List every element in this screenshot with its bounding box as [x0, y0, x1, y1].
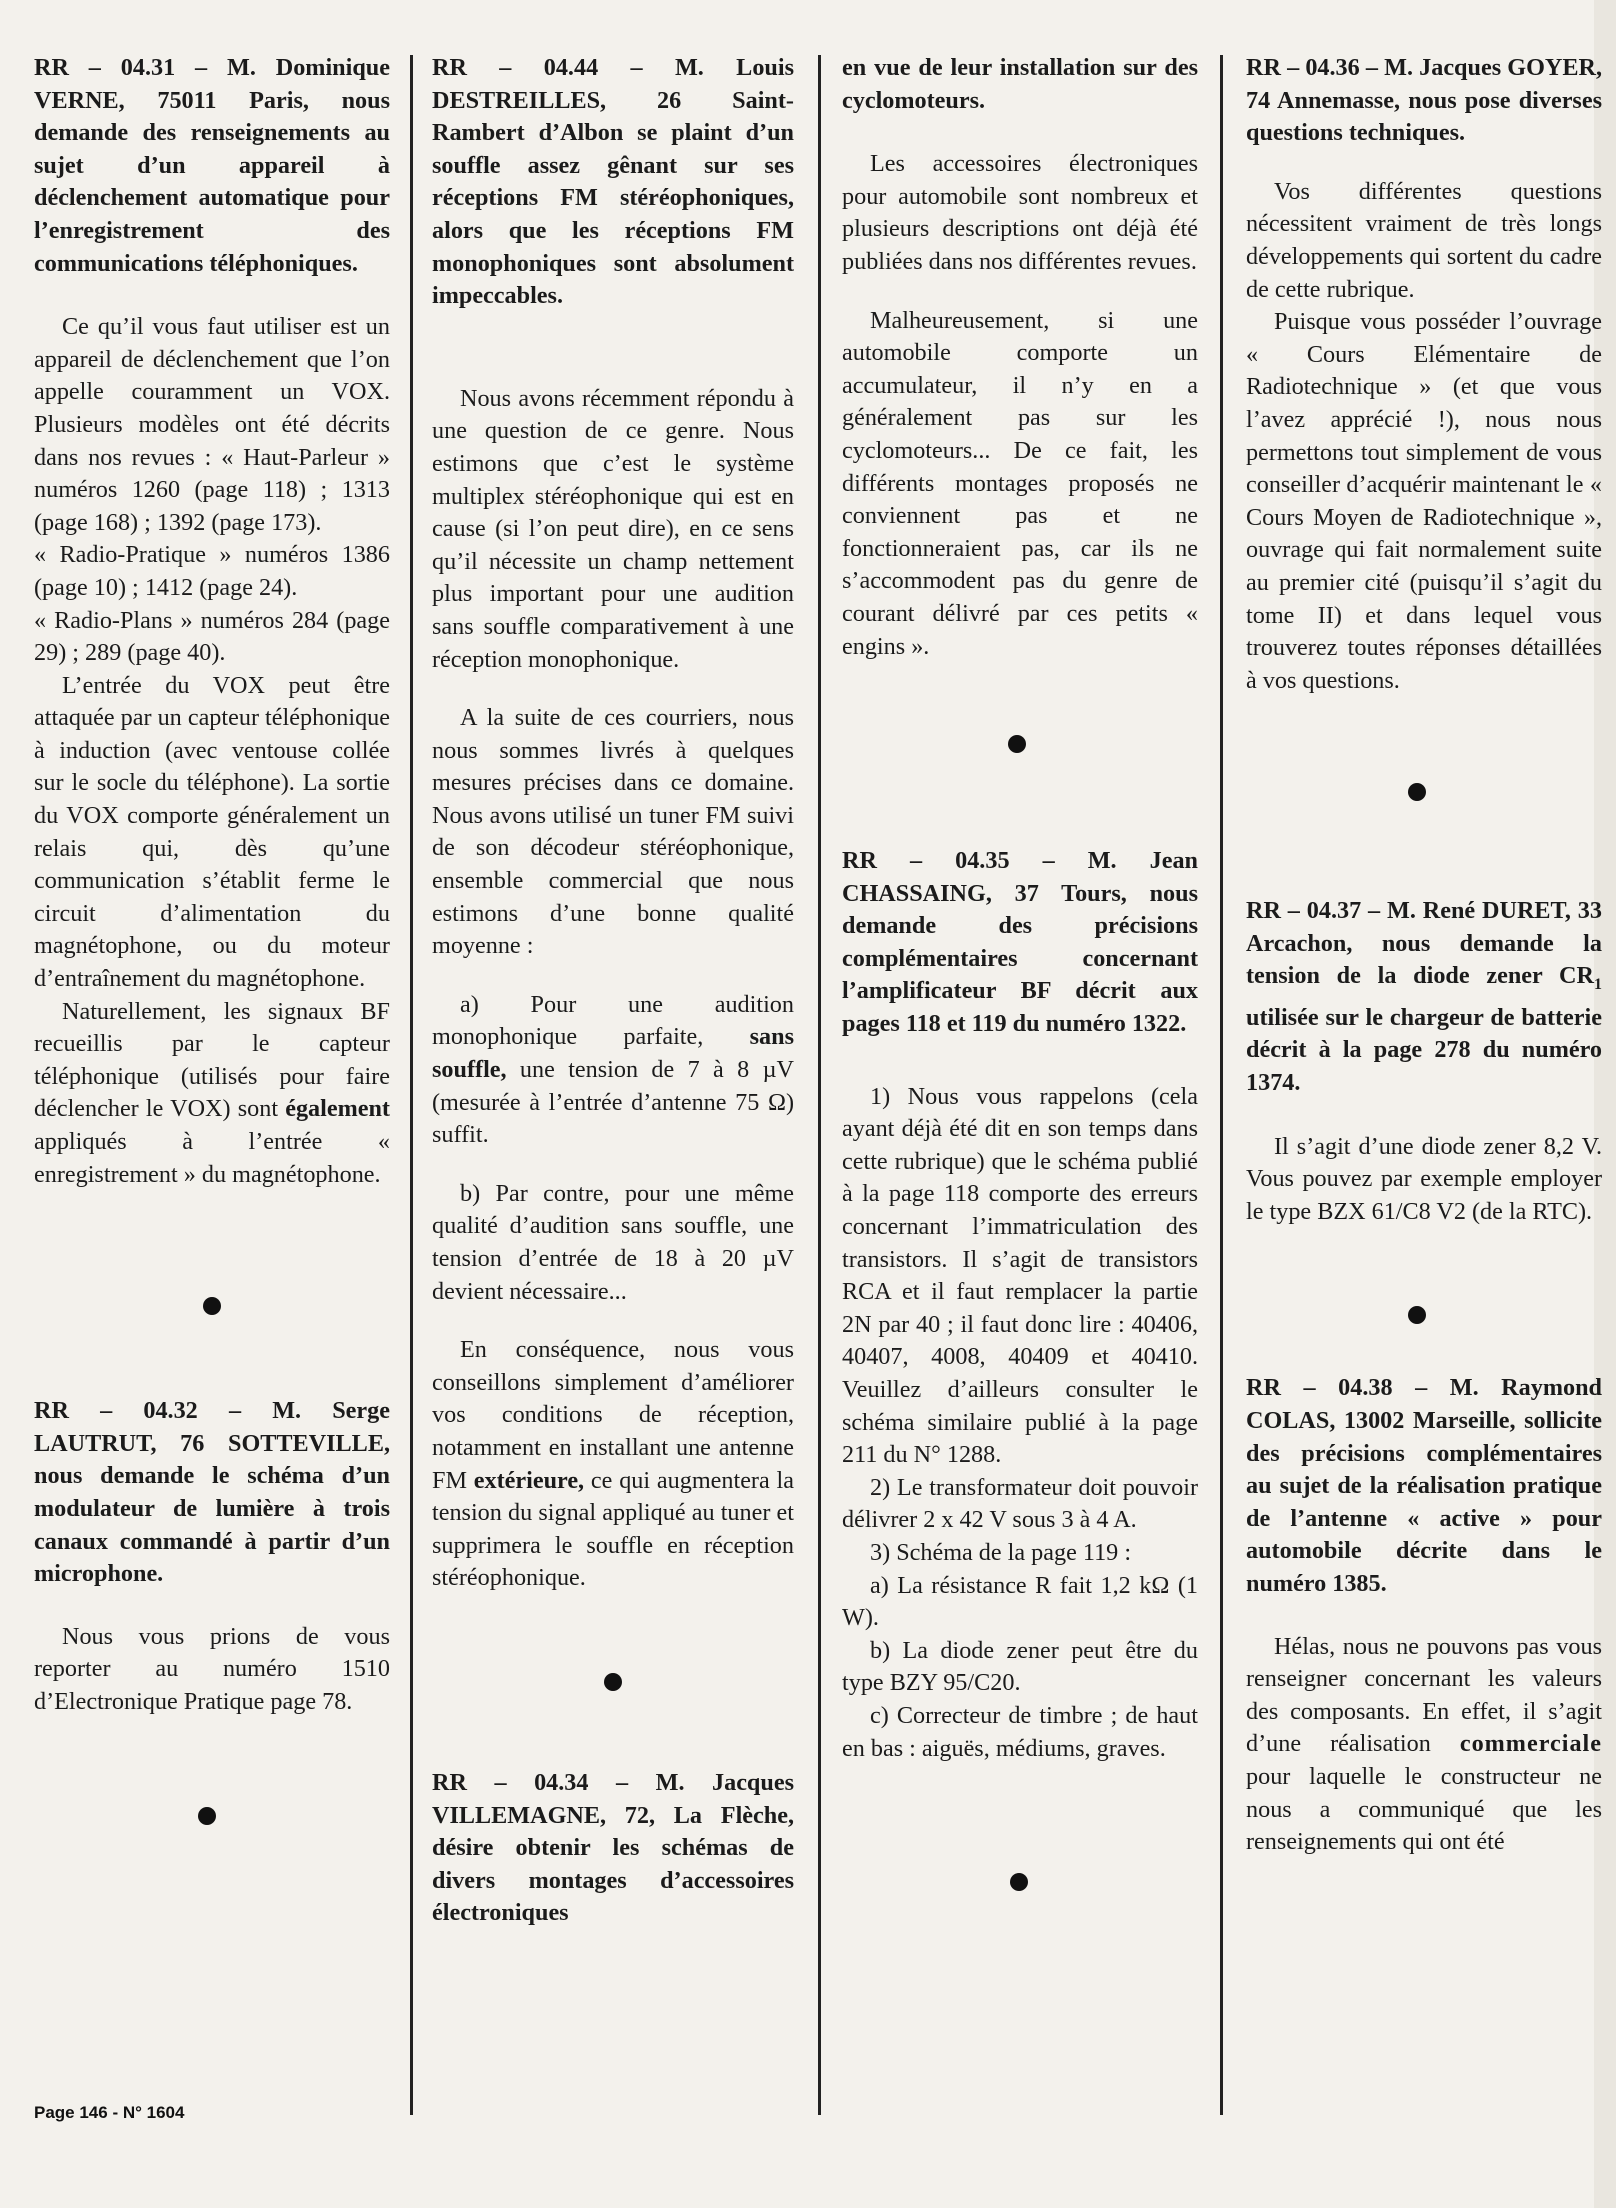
paragraph: b) La diode zener peut être du type BZY 95/C20.	[842, 1636, 1198, 1697]
text-run: Naturellement, les signaux BF recueillis par le capteur téléphonique (utilisés pour faire déclencher le VOX) sont	[34, 997, 390, 1123]
paragraph: 3) Schéma de la page 119 :	[870, 1538, 1132, 1566]
letter-heading-0436: RR – 04.36 – M. Jacques GOYER, 74 Annemasse, nous pose diverses questions techniques.	[1246, 54, 1602, 147]
paragraph: « Radio-Pratique » numéros 1386 (page 10) ; 1412 (page 24).	[34, 541, 390, 601]
column-2	[432, 52, 794, 2092]
text-run: En conséquence, nous vous conseillons simplement d’améliorer vos conditions de réception, notamment en installant une antenne FM	[432, 1336, 794, 1494]
letter-heading-0431: RR – 04.31 – M. Dominique VERNE, 75011 Paris, nous demande des renseignements au sujet d’un appareil à déclenchement automatique pour l’enregistrement des communications téléphoniques.	[34, 54, 390, 277]
bold-run: extérieure,	[473, 1466, 585, 1494]
paragraph: Nous vous prions de vous reporter au numéro 1510 d’Electronique Pratique page 78.	[34, 1622, 390, 1715]
separator-bullet	[1408, 1306, 1426, 1324]
page-footer: Page 146 - N° 1604	[34, 2103, 185, 2122]
paragraph	[432, 1334, 794, 1595]
paragraph: Vos différentes questions nécessitent vraiment de très longs développements qui sortent du cadre de cette rubrique.	[1246, 177, 1602, 303]
paragraph: L’entrée du VOX peut être attaquée par un capteur téléphonique à induction (avec ventouse collée sur le socle du téléphone). La sortie du VOX comporte généralement un relais qui, dès qu’une communication s’établit ferme le circuit d’alimentation du magnétophone, ou du moteur d’entraînement du magnétophone.	[34, 671, 390, 993]
text-run: une tension de 7 à 8 µV (mesurée à l’entrée d’antenne 75 Ω) suffit.	[432, 1056, 794, 1149]
text-run: appliqués à l’entrée « enregistrement » du magnétophone.	[34, 1128, 390, 1188]
text-run: ce qui augmentera la tension du signal appliqué au tuner et supprimera le souffle en réception stéréophonique.	[432, 1466, 794, 1592]
bold-run: sans souffle,	[432, 1023, 794, 1084]
paragraph: 1) Nous vous rappelons (cela ayant déjà été dit en son temps dans cette rubrique) que le schéma publié à la page 118 comporte des erreurs concernant l’immatriculation des transistors. Il s’agit de transistors RCA et il faut remplacer la partie 2N par 40 ; il faut donc lire : 40406, 40407, 4008, 40409 et 40410. Veuillez d’ailleurs consulter le schéma similaire publié à la page 211 du N° 1288.	[842, 1082, 1198, 1469]
text-run: Hélas, nous ne pouvons pas vous renseigner concernant les valeurs des composants. En effet, il s’agit d’une réalisation	[1246, 1632, 1602, 1758]
paragraph: Nous avons récemment répondu à une question de ce genre. Nous estimons que c’est le système multiplex stéréophonique qui est en cause (si l’on peut dire), en ce sens qu’il nécessite un champ nettement plus important pour une audition sans souffle comparativement à une réception monophonique.	[432, 384, 794, 673]
separator-bullet	[198, 1807, 216, 1825]
paragraph	[1246, 1631, 1602, 1859]
text-run: RR – 04.37 – M. René DURET, 33 Arcachon, nous demande la tension de la diode zener CR	[1246, 897, 1602, 990]
separator-bullet	[604, 1673, 622, 1691]
bold-run: commerciale	[1459, 1730, 1602, 1758]
paragraph: 2) Le transformateur doit pouvoir délivrer 2 x 42 V sous 3 à 4 A.	[842, 1473, 1198, 1534]
subscript: 1	[1594, 976, 1602, 994]
paragraph: b) Par contre, pour une même qualité d’audition sans souffle, une tension d’entrée de 18 à 20 µV devient nécessaire...	[432, 1179, 794, 1305]
bold-run: également	[285, 1095, 390, 1123]
paragraph: c) Correcteur de timbre ; de haut en bas : aiguës, médiums, graves.	[842, 1701, 1198, 1762]
text-run: a) Pour une audition monophonique parfaite,	[432, 990, 794, 1051]
separator-bullet	[1010, 1873, 1028, 1891]
paragraph: Les accessoires électroniques pour automobile sont nombreux et plusieurs descriptions ont déjà été publiées dans nos différentes revues.	[842, 150, 1198, 275]
letter-heading-0434-cont: en vue de leur installation sur des cyclomoteurs.	[842, 54, 1198, 114]
separator-bullet	[1408, 783, 1426, 801]
paragraph: a) La résistance R fait 1,2 kΩ (1 W).	[842, 1571, 1198, 1632]
separator-bullet	[1008, 735, 1026, 753]
column-4	[1246, 52, 1602, 2092]
text-run: pour laquelle le constructeur ne nous a communiqué que les renseignements qui ont été	[1246, 1762, 1602, 1856]
paragraph: « Radio-Plans » numéros 284 (page 29) ; 289 (page 40).	[34, 606, 390, 667]
paragraph: A la suite de ces courriers, nous nous sommes livrés à quelques mesures précises dans ce domaine. Nous avons utilisé un tuner FM suivi de son décodeur stéréophonique, ensemble commercial que nous estimons d’une bonne qualité moyenne :	[432, 704, 794, 960]
paragraph: Ce qu’il vous faut utiliser est un appareil de déclenchement que l’on appelle couramment un VOX. Plusieurs modèles ont été décrits dans nos revues : « Haut-Parleur » numéros 1260 (page 118) ; 1313 (page 168) ; 1392 (page 173).	[34, 313, 390, 536]
paragraph: Malheureusement, si une automobile comporte un accumulateur, il n’y en a généralement pas sur les cyclomoteurs... De ce fait, les différents montages proposés ne conviennent pas et ne fonctionneraient pas, car ils ne s’accommodent pas du genre de courant délivré par ces petits « engins ».	[842, 306, 1198, 660]
letter-heading-0435: RR – 04.35 – M. Jean CHASSAING, 37 Tours, nous demande des précisions complémentaires concernant l’amplificateur BF décrit aux pages 118 et 119 du numéro 1322.	[842, 847, 1198, 1038]
column-3	[842, 52, 1198, 2092]
letter-heading-0438: RR – 04.38 – M. Raymond COLAS, 13002 Marseille, sollicite des précisions complémentaires au sujet de la réalisation pratique de l’antenne « active » pour automobile décrite dans le numéro 1385.	[1246, 1374, 1602, 1598]
letter-heading-0444: RR – 04.44 – M. Louis DESTREILLES, 26 Saint-Rambert d’Albon se plaint d’un souffle assez gênant sur ses réceptions FM stéréophoniques, alors que les réceptions FM monophoniques sont absolument impeccables.	[432, 54, 794, 310]
column-rule	[410, 55, 413, 2115]
text-run: utilisée sur le chargeur de batterie décrit à la page 278 du numéro 1374.	[1246, 1003, 1602, 1097]
letter-heading-0432: RR – 04.32 – M. Serge LAUTRUT, 76 SOTTEVILLE, nous demande le schéma d’un modulateur de lumière à trois canaux commandé à partir d’un microphone.	[34, 1397, 390, 1588]
paragraph	[34, 996, 390, 1192]
letter-heading-0434: RR – 04.34 – M. Jacques VILLEMAGNE, 72, La Flèche, désire obtenir les schémas de divers montages d’accessoires électroniques	[432, 1768, 794, 1927]
column-rule	[1220, 55, 1223, 2115]
paragraph: Puisque vous posséder l’ouvrage « Cours Elémentaire de Radiotechnique » (et que vous l’avez apprécié !), nous nous permettons tout simplement de vous conseiller d’acquérir maintenant le « Cours Moyen de Radiotechnique », ouvrage qui fait normalement suite au premier cité (puisqu’il s’agit du tome II) et dans lequel vous trouverez toutes réponses détaillées à vos questions.	[1246, 308, 1602, 694]
column-1	[34, 52, 390, 2092]
separator-bullet	[203, 1297, 221, 1315]
paragraph: Il s’agit d’une diode zener 8,2 V. Vous pouvez par exemple employer le type BZX 61/C8 V2 (de la RTC).	[1246, 1132, 1602, 1225]
paragraph	[432, 989, 794, 1152]
letter-heading-0437	[1246, 895, 1602, 1099]
column-rule	[818, 55, 821, 2115]
